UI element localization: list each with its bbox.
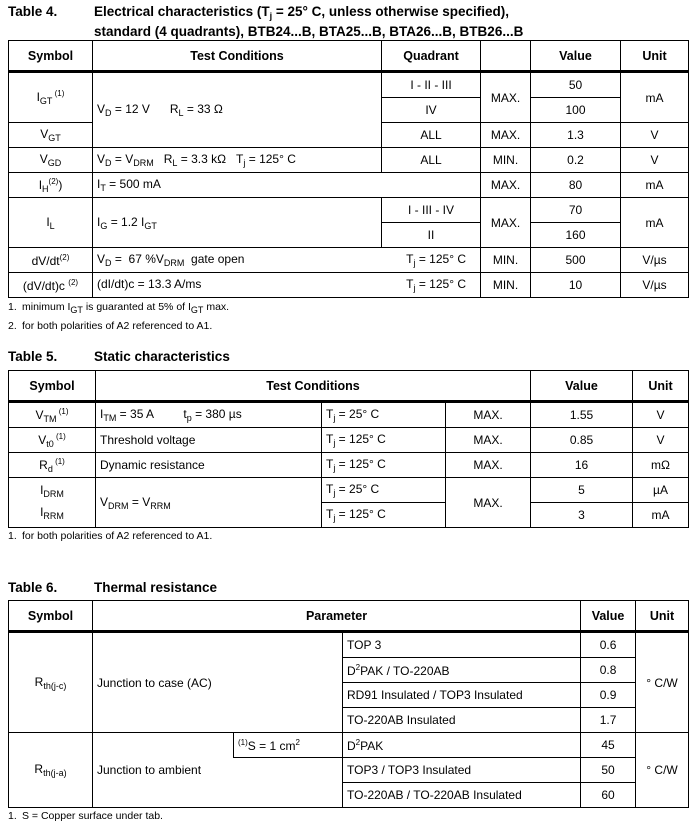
package-cell [343, 658, 581, 683]
text-segment: V [100, 494, 109, 509]
text-segment: V [97, 152, 106, 166]
text-segment: V [97, 252, 106, 266]
temperature-cell [322, 503, 446, 528]
text-segment: 2 [355, 737, 361, 747]
header-cell: Symbol [9, 41, 93, 72]
text-segment: = 125° C [245, 152, 296, 166]
table6-thermal [8, 600, 689, 808]
header-row [9, 601, 689, 632]
text-segment: (2) [48, 176, 59, 186]
text-segment: T [326, 407, 334, 421]
table-row [9, 733, 689, 758]
limit-cell: MAX. [481, 123, 531, 148]
unit-cell: ° C/W [636, 733, 689, 808]
value-cell: 45 [581, 733, 636, 758]
text-segment: p [186, 413, 192, 423]
text-segment: dV/dt [31, 253, 60, 268]
footnote-text: S = Copper surface under tab. [22, 810, 163, 822]
text-segment: RD91 Insulated / TOP3 Insulated [347, 688, 523, 702]
header-cell: Unit [621, 41, 689, 72]
value-cell: 50 [581, 758, 636, 783]
value-cell: 0.6 [581, 632, 636, 658]
text-segment: = 35 A t [116, 407, 187, 421]
text-segment: R [34, 762, 44, 776]
value-cell: 100 [531, 98, 621, 123]
header-cell: Symbol [9, 371, 96, 402]
text-segment: (dV/dt)c [22, 278, 69, 293]
value-cell: 3 [531, 503, 633, 528]
text-segment: I [46, 214, 50, 229]
limit-cell: MAX. [446, 453, 531, 478]
text-segment: GT [70, 305, 83, 315]
condition-cell [96, 428, 322, 453]
footnote-text [22, 301, 229, 313]
text-segment: I [97, 177, 101, 191]
quadrant-cell: ALL [382, 123, 481, 148]
header-cell: Quadrant [382, 41, 481, 72]
condition-cell [93, 198, 382, 248]
quadrant-cell: I - III - IV [382, 198, 481, 223]
text-segment: I [40, 504, 44, 519]
text-segment: GT [144, 220, 157, 231]
text-segment: th(j-a) [43, 768, 67, 778]
text-segment: L [49, 220, 55, 231]
value-cell: 80 [531, 173, 621, 198]
value-cell: 70 [531, 198, 621, 223]
text-segment: max. [203, 301, 230, 313]
value-cell: 16 [531, 453, 633, 478]
text-segment: j [333, 513, 336, 523]
unit-cell: V [621, 148, 689, 173]
text-segment: Dynamic resistance [100, 458, 205, 472]
package-cell [343, 758, 581, 783]
footnote-number: 1. [8, 301, 17, 313]
limit-cell: MAX. [481, 173, 531, 198]
table-number: Table 4. [8, 4, 58, 19]
footnote [8, 530, 212, 542]
text-segment: j [243, 158, 246, 168]
condition-cell [93, 148, 382, 173]
text-segment: T [100, 183, 106, 193]
table4-electrical [8, 40, 689, 298]
unit-cell: mΩ [633, 453, 689, 478]
unit-cell: µA [633, 478, 689, 503]
text-segment: TOP 3 [347, 638, 382, 652]
text-segment: 2 [295, 737, 300, 747]
symbol-cell [9, 198, 93, 248]
text-segment: DRM [43, 488, 64, 499]
value-cell: 1.55 [531, 402, 633, 428]
text-segment: (1) [53, 431, 66, 441]
quadrant-cell: ALL [382, 148, 481, 173]
header-row [9, 41, 689, 72]
text-segment: GT [190, 305, 204, 315]
package-cell [343, 733, 581, 758]
text-segment: TO-220AB Insulated [347, 713, 456, 727]
symbol-cell [9, 273, 93, 298]
condition-text [97, 252, 244, 268]
text-segment: H [42, 183, 49, 194]
text-segment: gate open [184, 252, 245, 266]
text-segment: PAK / TO-220AB [360, 663, 450, 678]
text-segment: = 500 mA [105, 177, 161, 191]
symbol-cell [9, 453, 96, 478]
text-segment: T [406, 277, 414, 291]
text-segment: DRM [108, 500, 129, 511]
condition-cell [93, 173, 481, 198]
text-segment: = 1.2 I [107, 214, 145, 229]
unit-cell: mA [621, 72, 689, 123]
text-segment: G [100, 220, 108, 231]
limit-cell: MAX. [446, 428, 531, 453]
symbol-cell [9, 402, 96, 428]
text-segment: d [47, 463, 53, 474]
package-cell [343, 783, 581, 808]
text-segment: = 67 %V [111, 252, 164, 266]
text-segment: = 25° C, unless otherwise specified), [272, 4, 509, 19]
table-row [9, 453, 689, 478]
text-segment: (2) [68, 277, 79, 287]
header-cell: Parameter [93, 601, 581, 632]
unit-cell: V/µs [621, 248, 689, 273]
symbol-cell [9, 123, 93, 148]
text-segment: V [97, 102, 106, 116]
footnote-number: 1. [8, 530, 17, 542]
value-cell: 0.85 [531, 428, 633, 453]
text-segment: (1) [238, 737, 248, 747]
text-segment: T [326, 507, 334, 521]
text-segment: D [105, 258, 112, 268]
value-cell: 0.2 [531, 148, 621, 173]
value-cell: 50 [531, 72, 621, 98]
header-cell: Value [581, 601, 636, 632]
value-cell: 0.8 [581, 658, 636, 683]
text-segment: R [153, 152, 173, 166]
temperature-text [406, 252, 466, 268]
footnote [8, 320, 212, 332]
text-segment: T [326, 482, 334, 496]
table-row [9, 273, 689, 298]
symbol-text [40, 483, 64, 497]
text-segment: D [105, 158, 112, 168]
header-row [9, 371, 689, 402]
parameter-cell: Junction to case (AC) [93, 632, 343, 733]
title-text: Static characteristics [94, 349, 230, 364]
condition-cell [93, 72, 382, 148]
temperature-text [406, 277, 466, 293]
text-segment: TOP3 / TOP3 Insulated [347, 763, 472, 777]
text-segment: I [40, 482, 44, 497]
text-segment: j [269, 11, 273, 21]
text-segment: j [333, 413, 336, 423]
table-row [9, 248, 689, 273]
symbol-cell [9, 148, 93, 173]
text-segment: j [333, 488, 336, 498]
text-segment: 2 [355, 662, 361, 672]
text-segment: I [38, 177, 43, 192]
text-segment: is guaranted at 5% of I [82, 301, 191, 313]
symbol-text [40, 505, 64, 519]
value-cell: 0.9 [581, 683, 636, 708]
text-segment: (2) [59, 252, 70, 262]
text-segment: = 33 Ω [183, 102, 223, 116]
text-segment: j [413, 283, 416, 293]
limit-cell: MAX. [446, 402, 531, 428]
text-segment: = V [128, 494, 151, 509]
text-segment: ) [58, 177, 63, 192]
text-segment: = 125° C [335, 507, 386, 521]
table6-title [8, 580, 217, 596]
table5-title [8, 349, 230, 365]
footnote-number: 2. [8, 320, 17, 332]
text-segment: TM [43, 413, 57, 424]
text-segment: th(j-c) [43, 680, 67, 691]
table-row [9, 632, 689, 658]
text-segment: = 25° C [335, 407, 380, 421]
symbol-cell [9, 173, 93, 198]
unit-cell: ° C/W [636, 632, 689, 733]
footnote-text: for both polarities of A2 referenced to A1. [22, 530, 213, 542]
header-cell [481, 41, 531, 72]
value-cell: 1.7 [581, 708, 636, 733]
quadrant-cell: IV [382, 98, 481, 123]
unit-cell: V [633, 428, 689, 453]
value-cell: 500 [531, 248, 621, 273]
condition-cell [93, 273, 481, 298]
table-row [9, 478, 689, 503]
condition-cell [234, 733, 343, 758]
table-row [9, 148, 689, 173]
text-segment: (dI/dt)c = 13.3 A/ms [97, 277, 202, 291]
table-number: Table 6. [8, 580, 58, 595]
text-segment: T [326, 457, 334, 471]
text-segment: R [34, 674, 44, 689]
text-segment: j [333, 438, 336, 448]
empty-cell [234, 758, 343, 808]
condition-cell [96, 478, 322, 528]
text-segment: = V [111, 152, 134, 166]
text-segment: = 125° C [335, 432, 386, 446]
package-cell [343, 632, 581, 658]
table-row [9, 428, 689, 453]
symbol-cell [9, 733, 93, 808]
text-segment: (1) [56, 406, 69, 416]
text-segment: = 125° C [415, 252, 466, 266]
header-cell: Value [531, 41, 621, 72]
text-segment: GT [39, 96, 53, 106]
temperature-cell [322, 402, 446, 428]
title-text: Thermal resistance [94, 580, 218, 595]
symbol-cell [9, 72, 93, 123]
table4-title [8, 4, 523, 40]
text-segment: D [347, 738, 356, 753]
text-segment: j [413, 258, 416, 268]
text-segment: V [35, 407, 44, 422]
text-segment: I [36, 90, 40, 104]
text-segment: = 3.3 kΩ T [177, 152, 244, 166]
condition-cell [96, 453, 322, 478]
title-line [94, 4, 509, 19]
header-cell: Symbol [9, 601, 93, 632]
text-segment: T [326, 432, 334, 446]
text-segment: DRM [163, 258, 185, 268]
unit-cell: V/µs [621, 273, 689, 298]
unit-cell: V [621, 123, 689, 148]
footnote-text: for both polarities of A2 referenced to A1. [22, 320, 213, 332]
text-segment: L [178, 108, 184, 118]
text-segment: = 25° C [335, 482, 380, 496]
footnote-number: 1. [8, 810, 17, 822]
text-segment: RRM [43, 510, 64, 521]
table-row [9, 72, 689, 98]
text-segment: I [97, 214, 101, 229]
text-segment: Threshold voltage [100, 433, 196, 447]
package-cell [343, 683, 581, 708]
temperature-cell [322, 453, 446, 478]
unit-cell: mA [633, 503, 689, 528]
text-segment: T [406, 252, 414, 266]
value-cell: 10 [531, 273, 621, 298]
limit-cell: MIN. [481, 248, 531, 273]
quadrant-cell: I - II - III [382, 72, 481, 98]
text-segment: TM [103, 413, 117, 423]
text-segment: = 380 µs [191, 407, 242, 421]
symbol-cell [9, 248, 93, 273]
parameter-cell: Junction to ambient [93, 733, 234, 808]
limit-cell: MAX. [481, 72, 531, 123]
text-segment: = 125° C [335, 457, 386, 471]
unit-cell: mA [621, 198, 689, 248]
value-cell: 60 [581, 783, 636, 808]
text-segment: GT [48, 133, 61, 143]
table5-static [8, 370, 689, 528]
text-segment: DRM [133, 158, 154, 168]
table-row [9, 402, 689, 428]
text-segment: D [105, 108, 112, 118]
temperature-cell [322, 428, 446, 453]
table-row [9, 198, 689, 223]
text-segment: V [39, 152, 48, 166]
title-line: standard (4 quadrants), BTB24...B, BTA25...B, BTA26...B, BTB26...B [94, 24, 524, 39]
text-segment: = 125° C [415, 277, 466, 291]
condition-cell [96, 402, 322, 428]
header-cell: Test Conditions [93, 41, 382, 72]
table-row [9, 173, 689, 198]
text-segment: (1) [52, 456, 65, 466]
header-cell: Test Conditions [96, 371, 531, 402]
value-cell: 1.3 [531, 123, 621, 148]
limit-cell: MAX. [481, 198, 531, 248]
unit-cell: V [633, 402, 689, 428]
text-segment: = 12 V R [111, 102, 179, 116]
text-segment: V [40, 127, 49, 141]
header-cell: Unit [633, 371, 689, 402]
unit-cell: mA [621, 173, 689, 198]
condition-text [97, 277, 201, 293]
text-segment: (1) [52, 89, 65, 98]
text-segment: j [333, 463, 336, 473]
text-segment: S = 1 cm [247, 738, 296, 753]
quadrant-cell: II [382, 223, 481, 248]
header-cell: Value [531, 371, 633, 402]
limit-cell: MIN. [481, 273, 531, 298]
text-segment: PAK [360, 738, 384, 753]
text-segment: D [347, 663, 356, 678]
text-segment: minimum I [22, 301, 71, 313]
value-cell: 5 [531, 478, 633, 503]
footnote [8, 301, 229, 315]
text-segment: t0 [46, 438, 54, 449]
limit-cell: MIN. [481, 148, 531, 173]
text-segment: L [172, 158, 178, 168]
text-segment: I [100, 407, 104, 421]
text-segment: GD [47, 158, 62, 168]
condition-cell [93, 248, 481, 273]
text-segment: R [39, 457, 48, 472]
table-number: Table 5. [8, 349, 58, 364]
temperature-cell [322, 478, 446, 503]
text-segment: TO-220AB / TO-220AB Insulated [347, 788, 522, 802]
text-segment: RRM [150, 500, 171, 511]
limit-cell: MAX. [446, 478, 531, 528]
symbol-cell [9, 428, 96, 453]
package-cell [343, 708, 581, 733]
text-segment: V [38, 432, 47, 447]
value-cell: 160 [531, 223, 621, 248]
text-segment: Electrical characteristics (T [94, 4, 270, 19]
symbol-cell [9, 632, 93, 733]
header-cell: Unit [636, 601, 689, 632]
footnote [8, 810, 163, 822]
symbol-cell [9, 478, 96, 528]
